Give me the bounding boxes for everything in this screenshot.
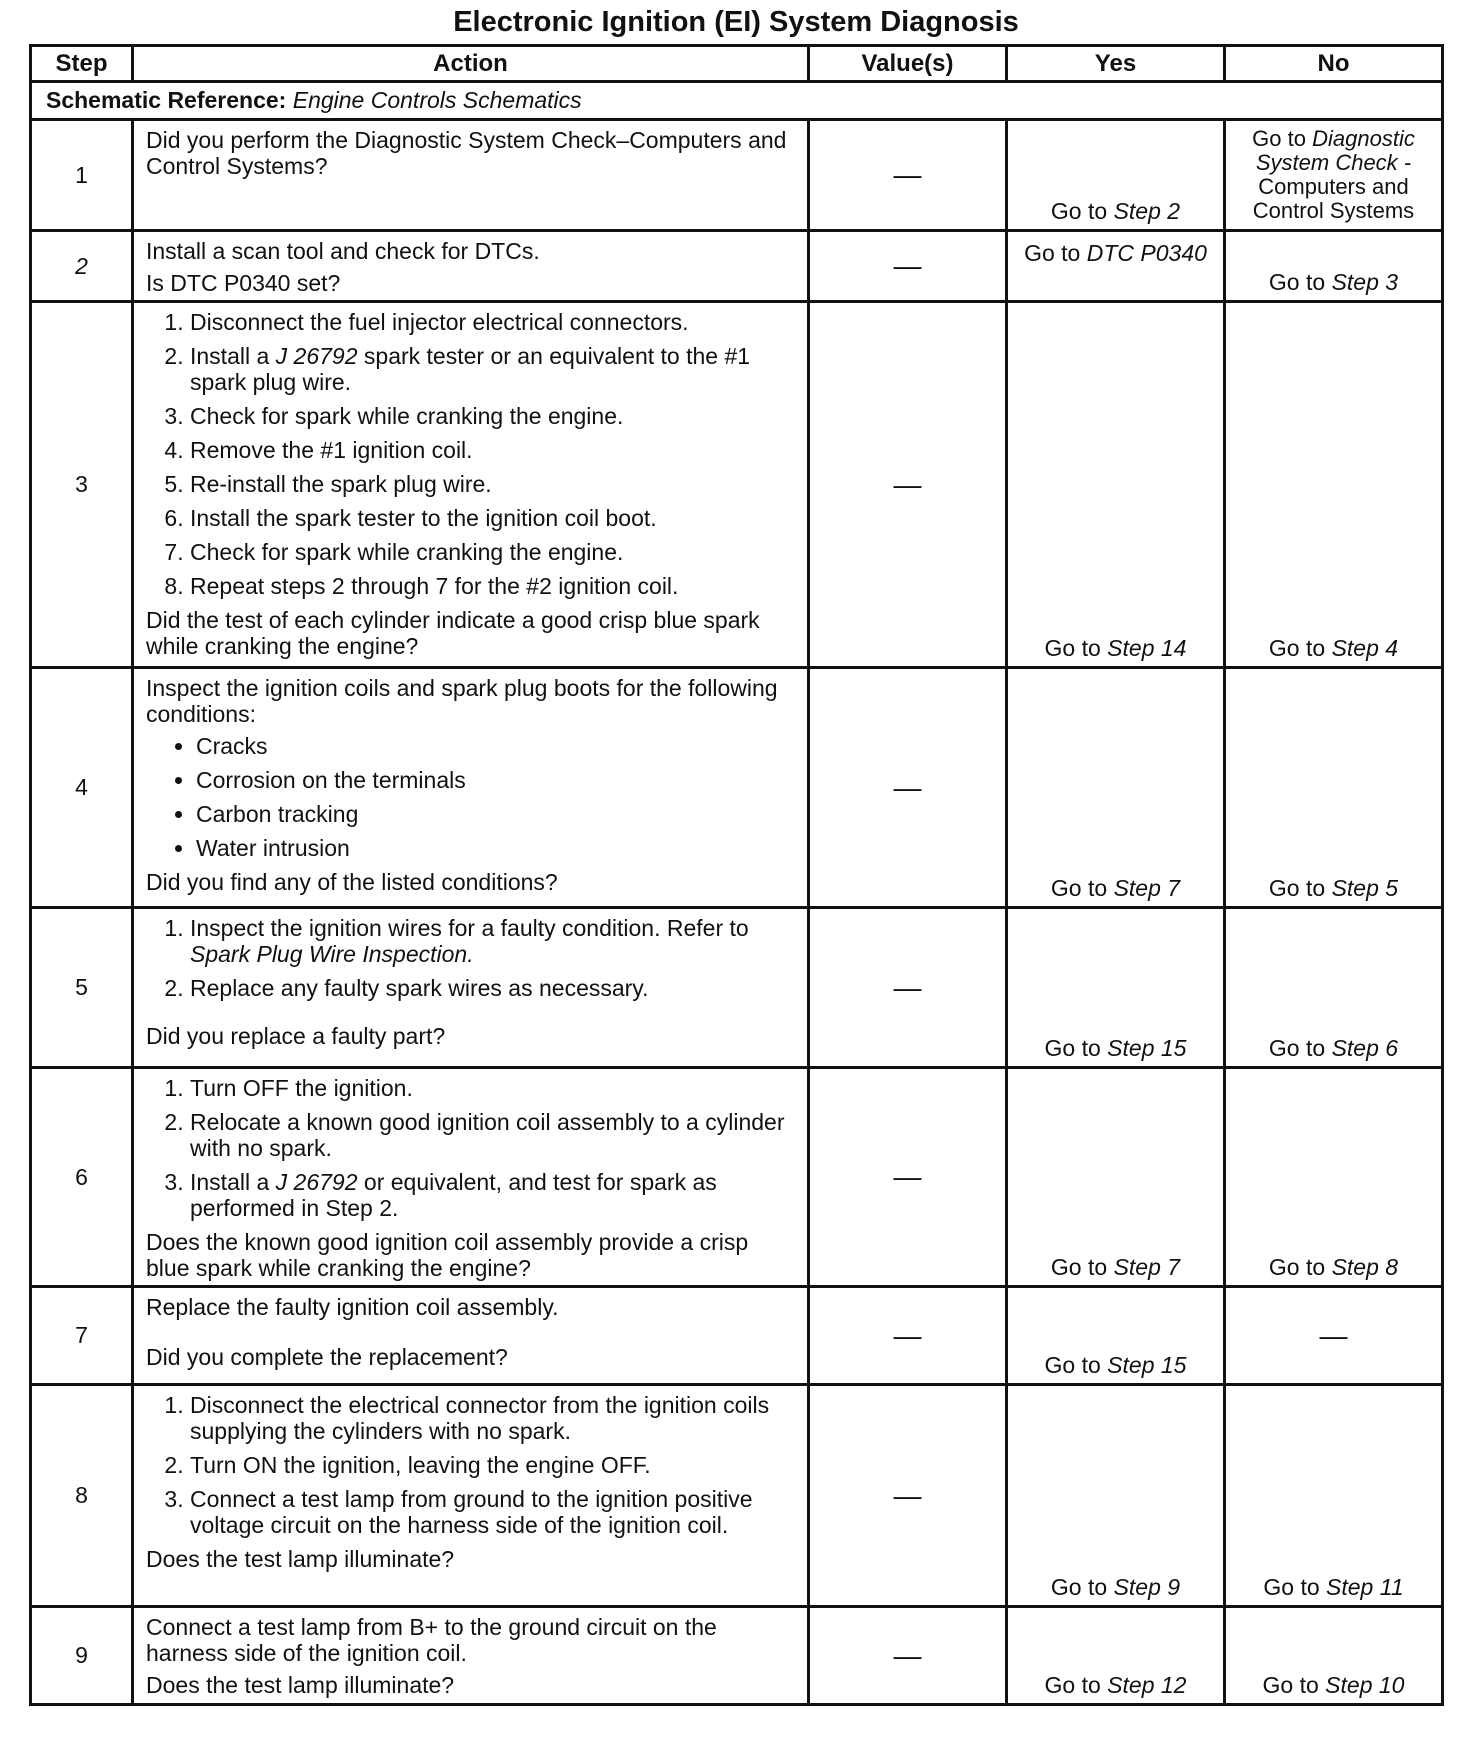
header-action: Action	[133, 46, 809, 82]
no-target: Step 4	[1331, 635, 1399, 661]
action-cell	[133, 1607, 809, 1705]
no-cell[interactable]	[1225, 908, 1443, 1068]
tool-name: J 26792	[275, 1169, 358, 1195]
header-yes: Yes	[1007, 46, 1225, 82]
table-row	[31, 231, 1443, 302]
action-question: Did you perform the Diagnostic System Check–Computers and Control Systems?	[146, 127, 787, 179]
action-list	[146, 309, 797, 599]
value-cell: —	[809, 1287, 1007, 1385]
list-item: 3. Check for spark while cranking the engine.	[190, 403, 797, 429]
goto-text: Go to	[1268, 1254, 1326, 1280]
action-cell	[133, 231, 809, 302]
action-text: Connect a test lamp from B+ to the ground circuit on the harness side of the ignition coil.	[146, 1614, 717, 1666]
list-item: 2. Replace any faulty spark wires as necessary.	[190, 975, 797, 1001]
list-item: 5. Re-install the spark plug wire.	[190, 471, 797, 497]
yes-cell[interactable]	[1007, 1068, 1225, 1287]
no-target: Step 8	[1331, 1254, 1399, 1280]
action-cell	[133, 668, 809, 908]
value-cell: —	[809, 908, 1007, 1068]
action-list	[146, 1075, 797, 1221]
action-list	[146, 1392, 797, 1538]
goto-text: Go to	[1268, 635, 1326, 661]
value-cell: —	[809, 1607, 1007, 1705]
no-cell[interactable]	[1225, 231, 1443, 302]
list-item: • Carbon tracking	[196, 801, 797, 827]
header-value: Value(s)	[809, 46, 1007, 82]
value-cell: —	[809, 1385, 1007, 1607]
goto-text: Go to	[1050, 1254, 1108, 1280]
action-intro: Inspect the ignition coils and spark plug boots for the following conditions:	[146, 675, 778, 727]
goto-text: Go to	[1050, 875, 1108, 901]
list-item: • Cracks	[196, 733, 797, 759]
yes-target: Step 9	[1113, 1574, 1181, 1600]
no-cell[interactable]	[1225, 302, 1443, 668]
item-text: Install a	[190, 343, 270, 369]
action-cell	[133, 1385, 809, 1607]
goto-text: Go to	[1262, 1672, 1319, 1698]
schematic-link[interactable]: Engine Controls Schematics	[292, 87, 582, 113]
yes-cell[interactable]	[1007, 668, 1225, 908]
no-cell[interactable]	[1225, 1068, 1443, 1287]
header-no: No	[1225, 46, 1443, 82]
yes-cell[interactable]	[1007, 1287, 1225, 1385]
goto-text: Go to	[1044, 635, 1101, 661]
no-target-plain: Computers and Control Systems	[1252, 174, 1415, 223]
goto-text: Go to	[1050, 198, 1108, 224]
table-row	[31, 1287, 1443, 1385]
step-number: 6	[31, 1068, 133, 1287]
table-row	[31, 1607, 1443, 1705]
step-number: 7	[31, 1287, 133, 1385]
goto-text: Go to	[1252, 126, 1306, 151]
list-item: 6. Install the spark tester to the ignition coil boot.	[190, 505, 797, 531]
diagnosis-table	[29, 44, 1444, 1706]
no-target: Step 11	[1326, 1574, 1404, 1600]
action-question: Is DTC P0340 set?	[146, 270, 341, 296]
item-text: Install a	[190, 1169, 270, 1195]
yes-cell[interactable]	[1007, 120, 1225, 231]
goto-text: Go to	[1024, 240, 1081, 266]
no-target: Step 10	[1325, 1672, 1405, 1698]
goto-text: Go to	[1268, 269, 1326, 295]
goto-text: Go to	[1044, 1352, 1101, 1378]
action-cell	[133, 1287, 809, 1385]
value-cell: —	[809, 1068, 1007, 1287]
action-text: Install a scan tool and check for DTCs.	[146, 238, 540, 264]
action-question: Does the known good ignition coil assembly provide a crisp blue spark while cranking the engine?	[146, 1229, 749, 1281]
item-text: spark tester or an equivalent to the #1 spark plug wire.	[190, 343, 751, 395]
no-cell: —	[1225, 1287, 1443, 1385]
no-cell[interactable]	[1225, 1607, 1443, 1705]
yes-cell[interactable]	[1007, 1385, 1225, 1607]
list-item	[190, 915, 797, 967]
action-cell	[133, 120, 809, 231]
value-cell: —	[809, 120, 1007, 231]
list-item: 1. Turn OFF the ignition.	[190, 1075, 797, 1101]
list-item: • Corrosion on the terminals	[196, 767, 797, 793]
list-item	[190, 1169, 797, 1221]
step-number: 5	[31, 908, 133, 1068]
goto-text: Go to	[1268, 875, 1326, 901]
schematic-row	[31, 82, 1443, 120]
yes-target: Step 14	[1107, 635, 1187, 661]
list-item: 7. Check for spark while cranking the engine.	[190, 539, 797, 565]
no-cell[interactable]	[1225, 668, 1443, 908]
list-item: 2. Relocate a known good ignition coil assembly to a cylinder with no spark.	[190, 1109, 797, 1161]
item-text: Inspect the ignition wires for a faulty condition. Refer to	[190, 915, 749, 941]
step-number: 8	[31, 1385, 133, 1607]
action-question: Does the test lamp illuminate?	[146, 1546, 455, 1572]
yes-cell[interactable]	[1007, 302, 1225, 668]
yes-target: Step 2	[1113, 198, 1181, 224]
table-row	[31, 1068, 1443, 1287]
table-row	[31, 1385, 1443, 1607]
list-item: 8. Repeat steps 2 through 7 for the #2 ignition coil.	[190, 573, 797, 599]
list-item: 4. Remove the #1 ignition coil.	[190, 437, 797, 463]
yes-target: Step 7	[1113, 875, 1181, 901]
no-cell[interactable]	[1225, 120, 1443, 231]
yes-cell[interactable]	[1007, 908, 1225, 1068]
yes-target: DTC P0340	[1086, 240, 1207, 266]
step-number: 1	[31, 120, 133, 231]
action-question: Did you find any of the listed conditions?	[146, 869, 558, 895]
goto-text: Go to	[1044, 1672, 1101, 1698]
list-item: 1. Disconnect the electrical connector from the ignition coils supplying the cylinders with no spark.	[190, 1392, 797, 1444]
no-target: System Check -	[1255, 150, 1412, 175]
list-item: • Water intrusion	[196, 835, 797, 861]
table-row	[31, 120, 1443, 231]
no-target: Diagnostic	[1312, 126, 1415, 151]
value-cell: —	[809, 231, 1007, 302]
goto-text: Go to	[1044, 1035, 1101, 1061]
step-number: 3	[31, 302, 133, 668]
goto-text: Go to	[1050, 1574, 1108, 1600]
list-item: 3. Connect a test lamp from ground to the ignition positive voltage circuit on the harness side of the ignition coil.	[190, 1486, 797, 1538]
action-question: Did you replace a faulty part?	[146, 1023, 446, 1049]
no-target: Step 5	[1331, 875, 1399, 901]
goto-text: Go to	[1263, 1574, 1320, 1600]
list-item: 1. Disconnect the fuel injector electrical connectors.	[190, 309, 797, 335]
action-cell	[133, 1068, 809, 1287]
list-item: 2. Turn ON the ignition, leaving the engine OFF.	[190, 1452, 797, 1478]
action-question: Does the test lamp illuminate?	[146, 1672, 455, 1698]
table-row	[31, 668, 1443, 908]
list-item	[190, 343, 797, 395]
step-number: 2	[31, 231, 133, 302]
step-number: 4	[31, 668, 133, 908]
action-list	[146, 915, 797, 1001]
yes-target: Step 7	[1113, 1254, 1181, 1280]
schematic-label: Schematic Reference:	[46, 87, 287, 113]
value-cell: —	[809, 302, 1007, 668]
action-text: Replace the faulty ignition coil assembly.	[146, 1294, 559, 1320]
yes-cell[interactable]	[1007, 231, 1225, 302]
action-question: Did you complete the replacement?	[146, 1344, 508, 1370]
schematic-reference	[31, 82, 1443, 120]
header-row	[31, 46, 1443, 82]
action-cell	[133, 302, 809, 668]
yes-target: Step 15	[1107, 1035, 1187, 1061]
action-cell	[133, 908, 809, 1068]
header-step: Step	[31, 46, 133, 82]
action-question: Did the test of each cylinder indicate a good crisp blue spark while cranking the engine?	[146, 607, 760, 659]
no-target: Step 6	[1331, 1035, 1399, 1061]
no-cell[interactable]	[1225, 1385, 1443, 1607]
yes-target: Step 12	[1107, 1672, 1187, 1698]
table-row	[31, 302, 1443, 668]
condition-list	[146, 733, 797, 861]
table-row	[31, 908, 1443, 1068]
tool-name: J 26792	[275, 343, 358, 369]
no-target: Step 3	[1331, 269, 1399, 295]
yes-cell[interactable]	[1007, 1607, 1225, 1705]
page-title: Electronic Ignition (EI) System Diagnosis	[453, 6, 1019, 38]
reference-link[interactable]: Spark Plug Wire Inspection.	[190, 941, 474, 967]
item-text: or equivalent, and test for spark as performed in Step 2.	[190, 1169, 717, 1221]
goto-text: Go to	[1268, 1035, 1326, 1061]
value-cell: —	[809, 668, 1007, 908]
step-number: 9	[31, 1607, 133, 1705]
yes-target: Step 15	[1107, 1352, 1187, 1378]
